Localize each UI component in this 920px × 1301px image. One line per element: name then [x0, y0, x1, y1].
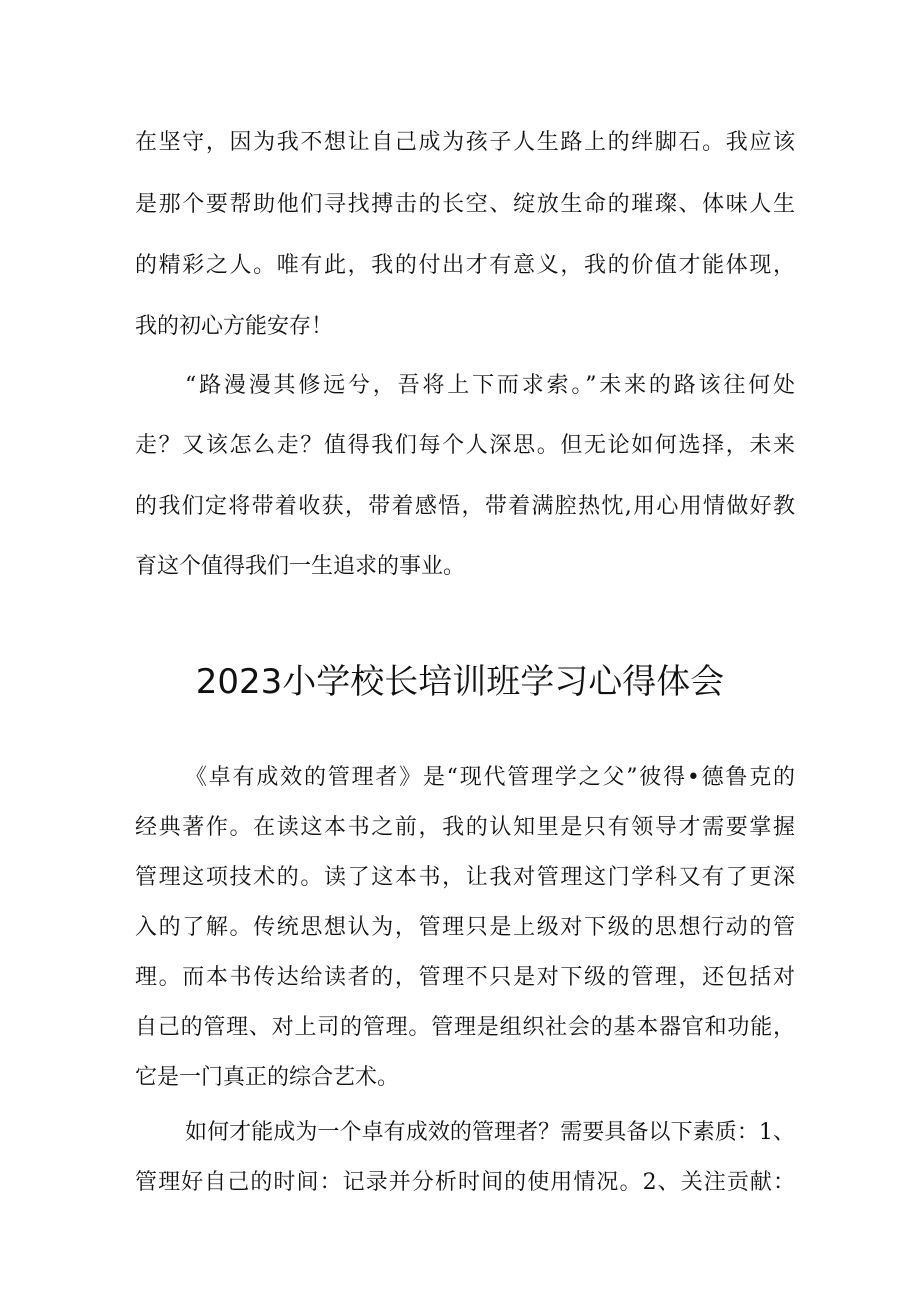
paragraph-line: 是那个要帮助他们寻找搏击的长空、绽放生命的璀璨、体味人生 [135, 192, 795, 217]
paragraph-line: 管理好自己的时间：记录并分析时间的使用情况。2、关注贡献： [135, 1170, 795, 1195]
paragraph-line: 经典著作。在读这本书之前，我的认知里是只有领导才需要掌握 [135, 815, 795, 840]
paragraph-line: 的精彩之人。唯有此，我的付出才有意义，我的价值才能体现， [135, 253, 795, 278]
paragraph-line: 在坚守，因为我不想让自己成为孩子人生路上的绊脚石。我应该 [135, 130, 795, 155]
paragraph-line: 《卓有成效的管理者》是“现代管理学之父”彼得•德鲁克的 [185, 765, 795, 790]
paragraph-line: 育这个值得我们一生追求的事业。 [135, 554, 466, 579]
paragraph-line: 自己的管理、对上司的管理。管理是组织社会的基本器官和功能， [135, 1015, 795, 1040]
paragraph-line: 的我们定将带着收获，带着感悟，带着满腔热忱,用心用情做好教 [135, 494, 795, 519]
paragraph-line: “路漫漫其修远兮，吾将上下而求索。”未来的路该往何处 [185, 373, 795, 398]
paragraph-line: 它是一门真正的综合艺术。 [135, 1065, 400, 1090]
paragraph-line: 我的初心方能安存！ [135, 314, 334, 339]
article-title: 2023小学校长培训班学习心得体会 [195, 662, 725, 702]
paragraph-line: 如何才能成为一个卓有成效的管理者？需要具备以下素质：1、 [185, 1120, 795, 1145]
paragraph-line: 走？又该怎么走？值得我们每个人深思。但无论如何选择，未来 [135, 433, 795, 458]
paragraph-line: 入的了解。传统思想认为，管理只是上级对下级的思想行动的管 [135, 915, 795, 940]
paragraph-line: 管理这项技术的。读了这本书，让我对管理这门学科又有了更深 [135, 865, 795, 890]
paragraph-line: 理。而本书传达给读者的，管理不只是对下级的管理，还包括对 [135, 965, 795, 990]
